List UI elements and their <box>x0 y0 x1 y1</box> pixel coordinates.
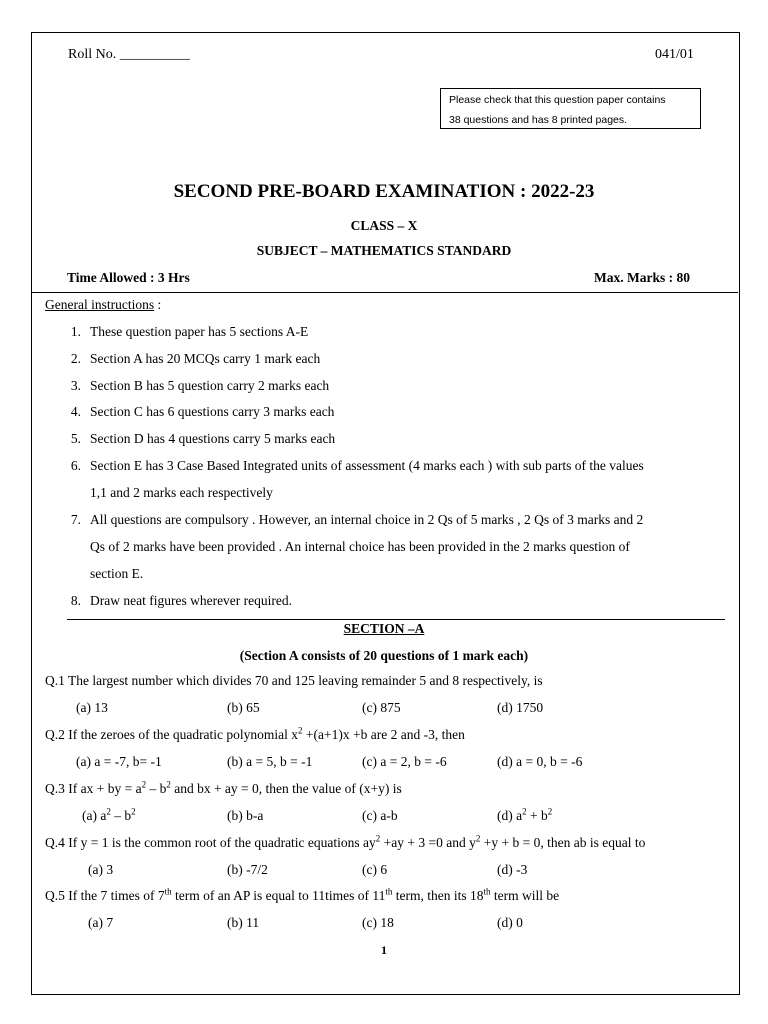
instruction-text: Section D has 4 questions carry 5 marks each <box>90 431 336 446</box>
instruction-text: section E. <box>90 566 144 581</box>
section-divider <box>67 619 725 620</box>
q2-option-a: (a) a = -7, b= -1 <box>76 754 162 769</box>
q1-option-b: (b) 65 <box>227 700 260 715</box>
instruction-number: 5. <box>70 431 81 446</box>
q1-option-c: (c) 875 <box>362 700 401 715</box>
max-marks: Max. Marks : 80 <box>594 270 690 285</box>
instructions-heading <box>45 297 161 313</box>
q2-option-c: (c) a = 2, b = -6 <box>362 754 447 769</box>
instruction-number: 6. <box>70 458 81 473</box>
q4-option-c: (c) 6 <box>362 862 388 877</box>
q3-option-b: (b) b-a <box>227 808 264 823</box>
q2-option-d: (d) a = 0, b = -6 <box>497 754 583 769</box>
instruction-number: 8. <box>70 593 81 608</box>
instruction-text: Section A has 20 MCQs carry 1 mark each <box>90 351 321 366</box>
instruction-text: Section C has 6 questions carry 3 marks each <box>90 404 335 419</box>
instruction-text: Section E has 3 Case Based Integrated units of assessment (4 marks each ) with sub parts of the values <box>90 458 644 473</box>
instruction-number: 7. <box>70 512 81 527</box>
q1-option-a: (a) 13 <box>76 700 108 715</box>
instruction-number: 4. <box>70 404 81 419</box>
instructions-heading-colon: : <box>154 297 162 312</box>
q5-option-b: (b) 11 <box>227 915 260 930</box>
header-divider <box>31 292 738 293</box>
instruction-text: Qs of 2 marks have been provided . An internal choice has been provided in the 2 marks question of <box>90 539 630 554</box>
q1-option-d: (d) 1750 <box>497 700 544 715</box>
instruction-text: Draw neat figures wherever required. <box>90 593 293 608</box>
section-subtitle: (Section A consists of 20 questions of 1 mark each) <box>239 648 529 663</box>
q4-option-d: (d) -3 <box>497 862 528 877</box>
instructions-heading-text: General instructions <box>45 297 155 312</box>
instruction-number: 3. <box>70 378 81 393</box>
q4-option-a: (a) 3 <box>88 862 114 877</box>
exam-title: SECOND PRE-BOARD EXAMINATION : 2022-23 <box>173 181 595 202</box>
question-3: Q.3 If ax + by = $a^2 - b^2$ and bx + ay = 0, then the value of (x+y) is <box>45 779 402 796</box>
q5-option-d: (d) 0 <box>497 915 523 930</box>
time-allowed: Time Allowed : 3 Hrs <box>67 270 190 285</box>
q3-option-a: (a) $a^2 - b^2$ <box>82 806 136 823</box>
q5-option-c: (c) 18 <box>362 915 394 930</box>
instruction-number: 1. <box>70 324 81 339</box>
page-number: 1 <box>381 943 387 957</box>
question-1: Q.1 The largest number which divides 70 and 125 leaving remainder 5 and 8 respectively, is <box>45 673 543 688</box>
instruction-text: These question paper has 5 sections A-E <box>90 324 309 339</box>
roll-number: Roll No. __________ <box>68 47 190 62</box>
q4-option-b: (b) -7/2 <box>227 862 268 877</box>
class-label: CLASS – X <box>350 218 418 233</box>
question-5: Q.5 If the 7 times of 7th term of an AP is equal to 11times of 11th term, then its 18th term will be <box>45 886 560 903</box>
q3-option-c: (c) a-b <box>362 808 398 823</box>
question-4: Q.4 If y = 1 is the common root of the quadratic equations $ay^2 +ay + 3 =0$ and $y^2 +y + b = 0$, then ab is equal to <box>45 833 646 850</box>
subject-label: SUBJECT – MATHEMATICS STANDARD <box>256 243 512 258</box>
notice-box <box>440 88 701 129</box>
instruction-text: All questions are compulsory . However, an internal choice in 2 Qs of 5 marks , 2 Qs of 3 marks and 2 <box>90 512 644 527</box>
q3-option-d: (d) $a^2 + b^2$ <box>497 806 553 823</box>
instruction-number: 2. <box>70 351 81 366</box>
paper-code: 041/01 <box>655 47 694 62</box>
section-title: SECTION –A <box>343 621 425 636</box>
q5-option-a: (a) 7 <box>88 915 114 930</box>
instruction-text: Section B has 5 question carry 2 marks each <box>90 378 330 393</box>
notice-line-1: Please check that this question paper contains <box>449 94 666 106</box>
instruction-text: 1,1 and 2 marks each respectively <box>90 485 273 500</box>
question-2: Q.2 If the zeroes of the quadratic polynomial $x^2 +(a+1)x +b$ are 2 and -3, then <box>45 725 465 742</box>
notice-line-2: 38 questions and has 8 printed pages. <box>449 114 628 126</box>
q2-option-b: (b) a = 5, b = -1 <box>227 754 313 769</box>
